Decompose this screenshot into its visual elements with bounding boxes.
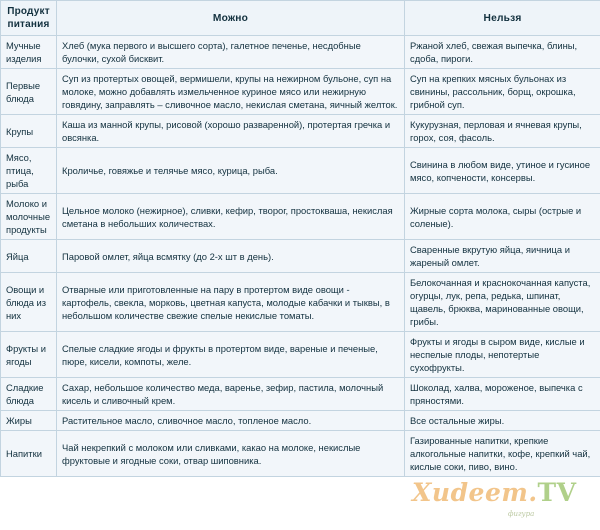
watermark-subtext: фигура bbox=[508, 510, 535, 518]
cell-allowed: Чай некрепкий с молоком или сливками, какао на молоке, некислые фруктовые и ягодные соки, отвар шиповника. bbox=[57, 431, 405, 477]
cell-product: Сладкие блюда bbox=[1, 378, 57, 411]
cell-allowed: Кроличье, говяжье и телячье мясо, курица, рыба. bbox=[57, 148, 405, 194]
table-row bbox=[1, 115, 600, 148]
cell-forbidden: Сваренные вкрутую яйца, яичница и жареный омлет. bbox=[405, 240, 600, 273]
cell-forbidden: Фрукты и ягоды в сыром виде, кислые и неспелые плоды, непотертые сухофрукты. bbox=[405, 332, 600, 378]
cell-product: Овощи и блюда из них bbox=[1, 273, 57, 332]
table-row bbox=[1, 240, 600, 273]
cell-product: Напитки bbox=[1, 431, 57, 477]
cell-forbidden: Шоколад, халва, мороженое, выпечка с пряностями. bbox=[405, 378, 600, 411]
cell-allowed: Суп из протертых овощей, вермишели, крупы на нежирном бульоне, суп на молоке, можно добавлять измельченное куриное мясо или нежирную говядину, заправлять – сливочное масло, некислая сметана, яичный желток. bbox=[57, 69, 405, 115]
cell-allowed: Растительное масло, сливочное масло, топленое масло. bbox=[57, 411, 405, 431]
table-row bbox=[1, 36, 600, 69]
column-header-forbidden: Нельзя bbox=[405, 1, 600, 36]
table-row bbox=[1, 332, 600, 378]
cell-forbidden: Кукурузная, перловая и ячневая крупы, горох, соя, фасоль. bbox=[405, 115, 600, 148]
cell-forbidden: Газированные напитки, крепкие алкогольные напитки, кофе, крепкий чай, кислые соки, пиво, вино. bbox=[405, 431, 600, 477]
table-row bbox=[1, 378, 600, 411]
table-row bbox=[1, 148, 600, 194]
table-row bbox=[1, 411, 600, 431]
cell-forbidden: Белокочанная и краснокочанная капуста, огурцы, лук, репа, редька, шпинат, щавель, брюква, маринованные овощи, грибы. bbox=[405, 273, 600, 332]
table-header bbox=[1, 1, 600, 36]
table-header-row bbox=[1, 1, 600, 36]
watermark bbox=[412, 480, 592, 524]
cell-allowed: Цельное молоко (нежирное), сливки, кефир, творог, простокваша, некислая сметана в небольших количествах. bbox=[57, 194, 405, 240]
watermark-tld: TV bbox=[537, 478, 577, 507]
cell-product: Мясо, птица, рыба bbox=[1, 148, 57, 194]
cell-allowed: Спелые сладкие ягоды и фрукты в протертом виде, вареные и печеные, пюре, кисели, компоты, желе. bbox=[57, 332, 405, 378]
cell-forbidden: Все остальные жиры. bbox=[405, 411, 600, 431]
column-header-allowed: Можно bbox=[57, 1, 405, 36]
table-row bbox=[1, 431, 600, 477]
table-row bbox=[1, 273, 600, 332]
cell-allowed: Паровой омлет, яйца всмятку (до 2-х шт в день). bbox=[57, 240, 405, 273]
watermark-main-text bbox=[412, 480, 577, 506]
watermark-site-name: Xudeem. bbox=[412, 478, 538, 507]
cell-forbidden: Суп на крепких мясных бульонах из свинины, рассольник, борщ, окрошка, грибной суп. bbox=[405, 69, 600, 115]
cell-allowed: Отварные или приготовленные на пару в протертом виде овощи - картофель, свекла, морковь, цветная капуста, молодые кабачки и тыквы, в небольшом количестве свежие спелые некислые томаты. bbox=[57, 273, 405, 332]
cell-product: Фрукты и ягоды bbox=[1, 332, 57, 378]
cell-product: Крупы bbox=[1, 115, 57, 148]
cell-forbidden: Жирные сорта молока, сыры (острые и соленые). bbox=[405, 194, 600, 240]
cell-product: Яйца bbox=[1, 240, 57, 273]
column-header-product: Продукт питания bbox=[1, 1, 57, 36]
cell-allowed: Каша из манной крупы, рисовой (хорошо разваренной), протертая гречка и овсянка. bbox=[57, 115, 405, 148]
cell-product: Молоко и молочные продукты bbox=[1, 194, 57, 240]
cell-product: Первые блюда bbox=[1, 69, 57, 115]
cell-allowed: Хлеб (мука первого и высшего сорта), галетное печенье, несдобные булочки, сухой бисквит. bbox=[57, 36, 405, 69]
cell-product: Жиры bbox=[1, 411, 57, 431]
table-body bbox=[1, 36, 600, 477]
cell-allowed: Сахар, небольшое количество меда, варенье, зефир, пастила, молочный кисель и сливочный крем. bbox=[57, 378, 405, 411]
table-row bbox=[1, 194, 600, 240]
cell-forbidden: Ржаной хлеб, свежая выпечка, блины, сдоба, пироги. bbox=[405, 36, 600, 69]
table-row bbox=[1, 69, 600, 115]
cell-forbidden: Свинина в любом виде, утиное и гусиное мясо, копчености, консервы. bbox=[405, 148, 600, 194]
cell-product: Мучные изделия bbox=[1, 36, 57, 69]
